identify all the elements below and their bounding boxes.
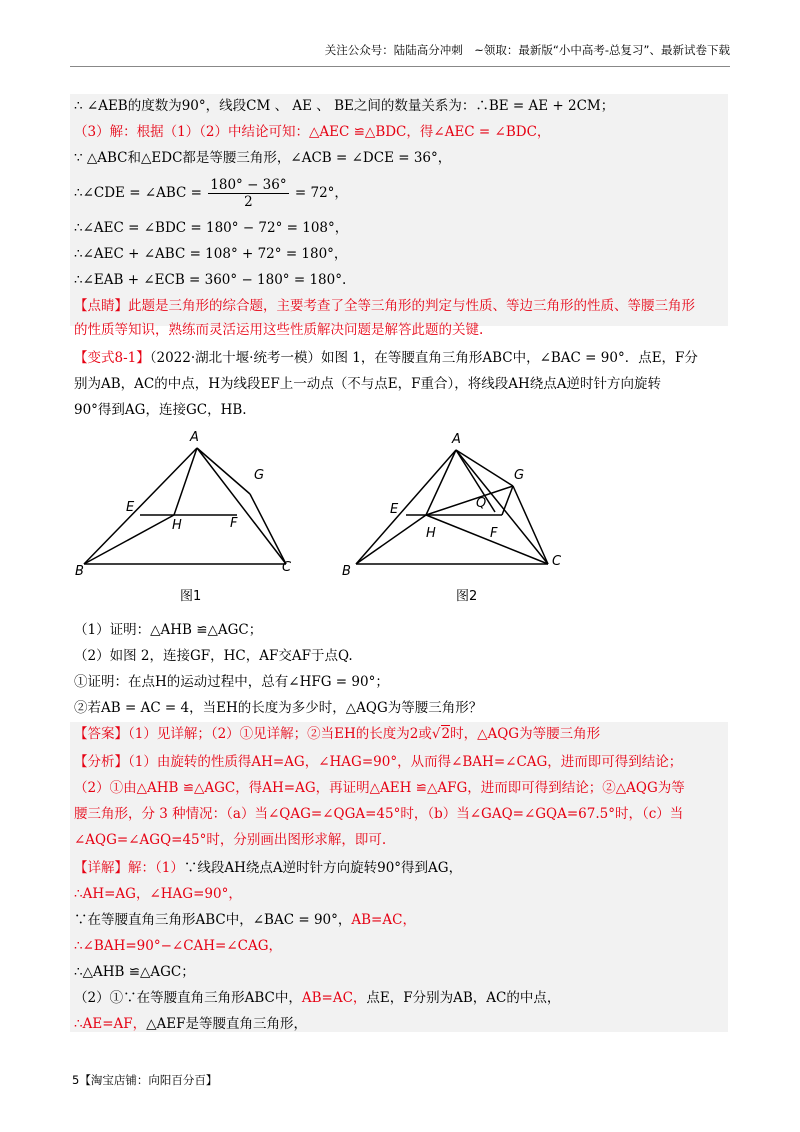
text-line-26: ∴△AHB ≌△AGC； <box>74 964 195 980</box>
text-line-16: ②若AB = AC = 4，当EH的长度为多少时，△AQG为等腰三角形？ <box>74 700 483 716</box>
line10-rest: （2022·湖北十堰·统考一模）如图 1，在等腰直角三角形ABC中，∠BAC = 90°．点E，F分 <box>149 350 698 366</box>
fraction-numerator: 180° − 36° <box>210 177 287 193</box>
text-line-8: 【点睛】此题是三角形的综合题，主要考查了全等三角形的判定与性质、等边三角形的性质、等腰三角形 <box>74 298 695 314</box>
variant-tag: 【变式8-1】 <box>74 350 150 366</box>
answer-pre: 【答案】（1）见详解；（2）①见详解；②当EH的长度为2或 <box>74 726 432 742</box>
line27-post: 点E，F分别为AB，AC的中点， <box>366 990 561 1006</box>
text-line-20: 腰三角形，分 3 种情况：（a）当∠QAG=∠QGA=45°时，（b）当∠GAQ=∠GQA=67.5°时，（c）当 <box>74 806 684 822</box>
fig2-seg-AB <box>356 450 456 564</box>
fig1-label-B: B <box>75 564 84 579</box>
text-line-9: 的性质等知识，熟练而灵活运用这些性质解决问题是解答此题的关键. <box>74 322 484 338</box>
fig2-seg-HG <box>426 486 513 515</box>
page-footer: 5【淘宝店铺：向阳百分百】 <box>72 1073 218 1087</box>
text-line-23: ∴AH=AG，∠HAG=90°， <box>74 886 242 902</box>
fig2-label-E: E <box>390 502 399 517</box>
detail-tag: 【详解】解：（1） <box>74 860 184 876</box>
line28-post: △AEF是等腰直角三角形， <box>146 1016 307 1032</box>
text-line-6: ∴∠AEC + ∠ABC = 108° + 72° = 180°， <box>74 246 348 262</box>
figure-1 <box>84 448 286 564</box>
fig2-seg-AC <box>456 450 548 564</box>
line22-rest: ∵线段AH绕点A逆时针方向旋转90°得到AG， <box>183 860 463 876</box>
line4-post: = 72°， <box>294 185 348 201</box>
fig1-seg-HB <box>84 515 174 564</box>
fig1-seg-AC <box>197 448 286 564</box>
geometry-figures <box>70 430 670 610</box>
fig1-label-E: E <box>126 500 135 515</box>
text-line-2: （3）解：根据（1）（2）中结论可知：△AEC ≌△BDC，得∠AEC = ∠BDC， <box>74 124 551 140</box>
text-line-4 <box>74 176 726 210</box>
fig1-label-C: C <box>282 560 292 575</box>
text-line-18: 【分析】（1）由旋转的性质得AH=AG，∠HAG=90°，从而得∠BAH=∠CAG，进而即可得到结论； <box>74 754 683 770</box>
sqrt-radicand: 2 <box>441 726 451 742</box>
text-line-17 <box>74 724 726 744</box>
fig1-label-A: A <box>190 430 199 445</box>
line27-pre: （2）①∵在等腰直角三角形ABC中， <box>74 990 302 1006</box>
text-line-3: ∵ △ABC和△EDC都是等腰三角形，∠ACB = ∠DCE = 36°， <box>74 150 452 166</box>
fig1-label-F: F <box>230 516 238 531</box>
fraction-denominator: 2 <box>244 194 253 210</box>
text-line-27 <box>74 988 726 1008</box>
fraction <box>208 177 288 210</box>
fig2-caption: 图2 <box>456 589 478 604</box>
text-line-21: ∠AQG=∠AGQ=45°时，分别画出图形求解，即可. <box>74 832 387 848</box>
fig2-seg-HB <box>356 515 426 564</box>
text-line-1: ∴ ∠AEB的度数为90°，线段CM 、 AE 、 BE之间的数量关系为：∴BE = AE + 2CM； <box>74 98 615 114</box>
fig1-label-H: H <box>172 518 182 533</box>
text-line-11: 别为AB，AC的中点，H为线段EF上一动点（不与点E，F重合），将线段AH绕点A逆时针方向旋转 <box>74 376 661 392</box>
text-line-25: ∴∠BAH=90°−∠CAH=∠CAG， <box>74 938 283 954</box>
text-line-7: ∴∠EAB + ∠ECB = 360° − 180° = 180°. <box>74 272 347 288</box>
text-line-12: 90°得到AG，连接GC，HB. <box>74 402 247 418</box>
text-line-15: ①证明：在点H的运动过程中，总有∠HFG = 90°； <box>74 674 389 690</box>
text-line-28 <box>74 1014 726 1034</box>
text-line-5: ∴∠AEC = ∠BDC = 180° − 72° = 108°， <box>74 220 349 236</box>
fig1-label-G: G <box>254 468 265 483</box>
line27-red: AB=AC， <box>301 990 367 1006</box>
fig2-label-F: F <box>490 526 498 541</box>
text-line-22 <box>74 858 726 878</box>
text-line-24 <box>74 910 726 930</box>
line24-pre: ∵在等腰直角三角形ABC中，∠BAC = 90°， <box>74 912 352 928</box>
sqrt-sign: √ <box>431 726 441 742</box>
answer-post: 时，△AQG为等腰三角形 <box>450 726 601 742</box>
fig2-label-H: H <box>426 526 436 541</box>
text-line-14: （2）如图 2，连接GF，HC，AF交AF于点Q. <box>74 648 353 664</box>
fig1-seg-AH <box>174 448 197 515</box>
fig2-seg-AG <box>456 450 513 486</box>
line28-red: ∴AE=AF， <box>74 1016 147 1032</box>
text-line-13: （1）证明：△AHB ≌△AGC； <box>74 622 263 638</box>
fig1-caption: 图1 <box>180 589 202 604</box>
fig2-label-C: C <box>552 554 562 569</box>
fig2-seg-GF <box>502 486 513 515</box>
text-line-10 <box>74 348 726 368</box>
fig2-label-A: A <box>452 432 461 447</box>
text-line-19: （2）①由△AHB ≌△AGC，得AH=AG，再证明△AEH ≌△AFG，进而即可得到结论；②△AQG为等 <box>74 780 685 796</box>
line24-red: AB=AC， <box>351 912 416 928</box>
fig2-label-B: B <box>342 564 351 579</box>
page-header: 关注公众号：陆陆高分冲刺 ~领取：最新版“小中高考-总复习”、最新试卷下载 <box>324 43 730 57</box>
fig1-seg-AB <box>84 448 197 564</box>
fig2-seg-AH <box>426 450 456 515</box>
fig2-label-G: G <box>514 468 525 483</box>
fig2-label-Q: Q <box>476 496 487 511</box>
fig1-seg-GC <box>250 494 286 564</box>
figure-svg <box>70 430 670 610</box>
fig1-seg-AG <box>197 448 250 494</box>
header-divider <box>70 66 730 67</box>
line4-pre: ∴∠CDE = ∠ABC = <box>74 185 202 201</box>
